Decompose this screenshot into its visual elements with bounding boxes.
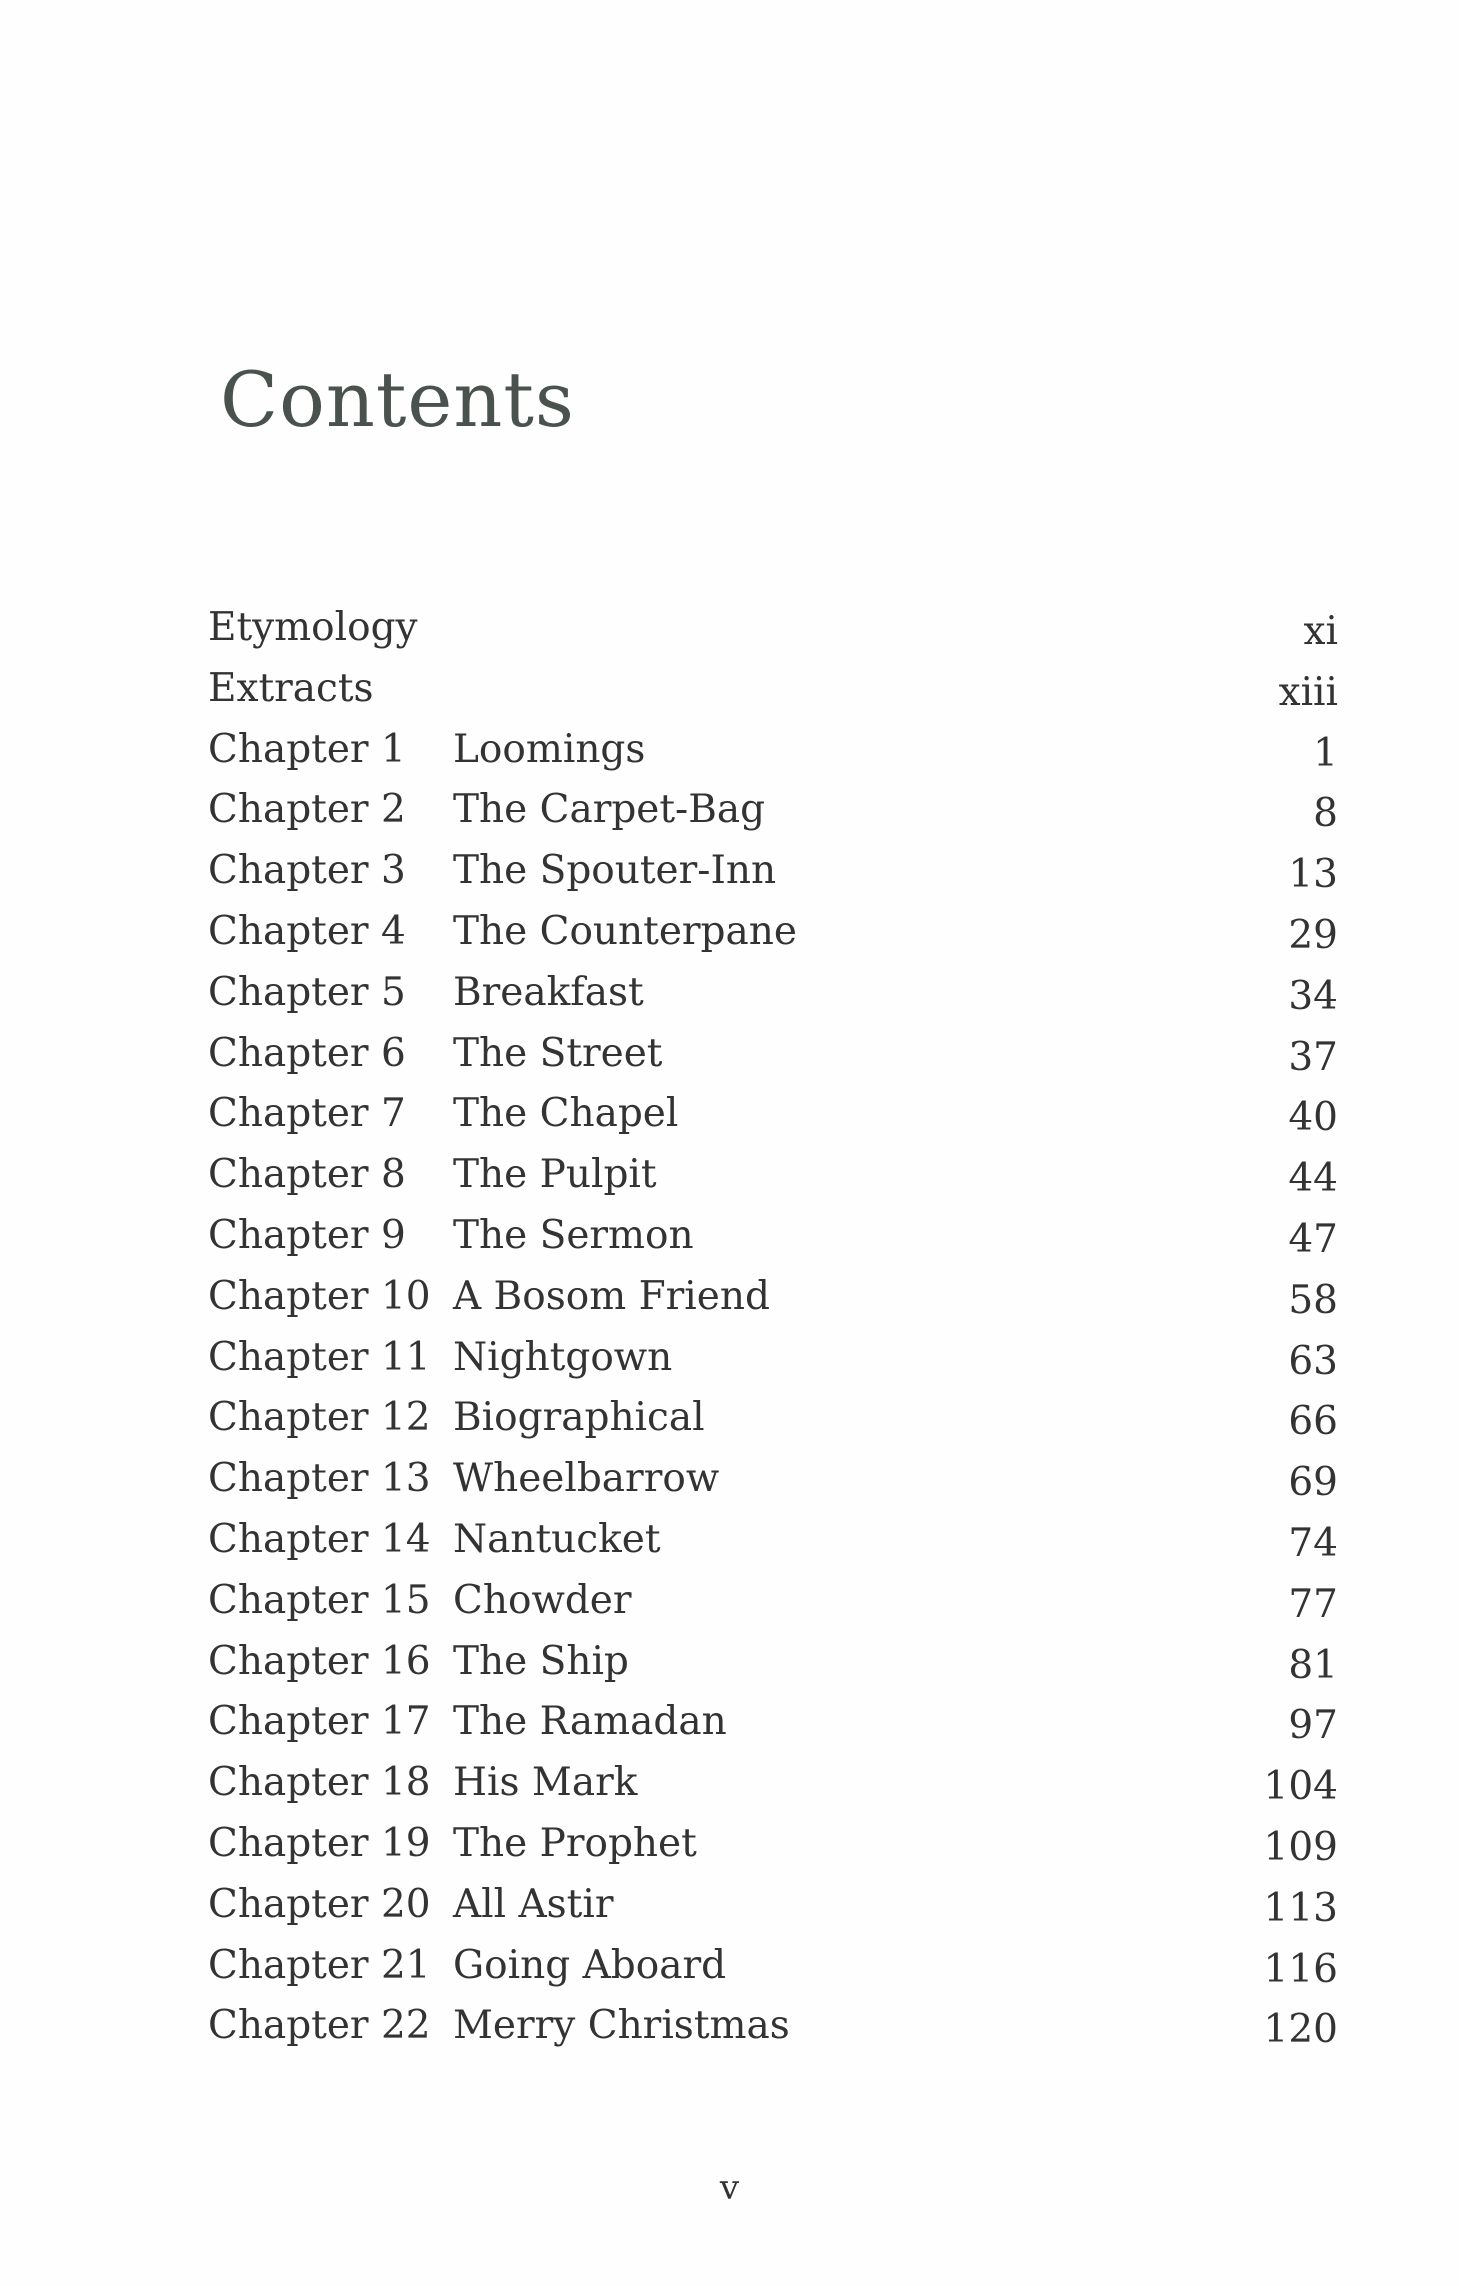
toc-entry-label: Chapter 18 xyxy=(208,1760,431,1806)
toc-entry-label: Etymology xyxy=(208,605,418,650)
toc-entry-page: 44 xyxy=(1288,1156,1338,1202)
toc-entry-title: The Sermon xyxy=(453,1212,694,1258)
toc-entry-label: Chapter 21 xyxy=(208,1942,431,1988)
toc-entry xyxy=(208,720,1338,781)
toc-entry-label: Chapter 1 xyxy=(208,726,406,772)
toc-entry-label: Chapter 17 xyxy=(208,1699,431,1745)
toc-entry-title: The Spouter-Inn xyxy=(453,848,777,894)
toc-entry xyxy=(208,1206,1338,1267)
toc-entry-title: The Ship xyxy=(453,1638,629,1684)
toc-entry-label: Chapter 6 xyxy=(208,1030,406,1076)
toc-entry-label: Chapter 11 xyxy=(208,1334,431,1380)
toc-entry-label: Chapter 8 xyxy=(208,1152,406,1198)
toc-entry-title: The Ramadan xyxy=(453,1699,727,1745)
toc-entry-page: 13 xyxy=(1288,852,1338,898)
toc-entry xyxy=(208,598,1338,659)
toc-entry-title: Breakfast xyxy=(453,969,644,1015)
toc-entry xyxy=(208,1388,1338,1449)
toc-entry-page: 58 xyxy=(1288,1277,1338,1323)
toc-entry-title: His Mark xyxy=(453,1760,638,1806)
toc-entry-title: Loomings xyxy=(453,726,646,772)
toc-entry xyxy=(208,1753,1338,1814)
toc-entry xyxy=(208,1632,1338,1693)
toc-entry-page: 97 xyxy=(1288,1703,1338,1749)
toc-entry xyxy=(208,1571,1338,1632)
toc-entry-label: Chapter 7 xyxy=(208,1091,406,1137)
toc-entry-page: 69 xyxy=(1288,1460,1338,1506)
toc-entry-page: 109 xyxy=(1263,1824,1338,1870)
toc-entry-label: Chapter 14 xyxy=(208,1516,431,1562)
toc-entry-label: Chapter 19 xyxy=(208,1820,431,1866)
toc-entry xyxy=(208,659,1338,720)
toc-entry-page: 34 xyxy=(1288,973,1338,1019)
toc-entry-title: A Bosom Friend xyxy=(453,1273,770,1319)
toc-entry-title: The Street xyxy=(453,1030,663,1076)
toc-entry-title: Biographical xyxy=(453,1395,705,1441)
toc-entry xyxy=(208,1145,1338,1206)
toc-entry xyxy=(208,1814,1338,1875)
toc-entry xyxy=(208,1996,1338,2057)
toc-entry-title: All Astir xyxy=(453,1881,614,1927)
toc-entry-page: 37 xyxy=(1288,1034,1338,1080)
page-number: v xyxy=(719,2168,740,2208)
toc-entry-label: Chapter 3 xyxy=(208,848,406,894)
table-of-contents xyxy=(208,598,1338,2057)
toc-entry xyxy=(208,780,1338,841)
toc-entry-page: 63 xyxy=(1288,1338,1338,1384)
toc-entry-label: Chapter 9 xyxy=(208,1212,406,1258)
toc-entry xyxy=(208,1449,1338,1510)
toc-entry xyxy=(208,1510,1338,1571)
toc-entry xyxy=(208,1084,1338,1145)
toc-entry-label: Chapter 2 xyxy=(208,787,406,833)
toc-entry xyxy=(208,902,1338,963)
toc-entry-page: 104 xyxy=(1263,1764,1338,1810)
toc-entry-page: 66 xyxy=(1288,1399,1338,1445)
toc-entry-title: Chowder xyxy=(453,1577,632,1623)
toc-entry xyxy=(208,1267,1338,1328)
toc-entry-title: The Prophet xyxy=(453,1820,697,1866)
toc-entry-label: Chapter 5 xyxy=(208,969,406,1015)
toc-entry-label: Chapter 4 xyxy=(208,908,406,954)
toc-entry-label: Chapter 12 xyxy=(208,1395,431,1441)
toc-entry-label: Extracts xyxy=(208,665,374,711)
toc-entry-title: Wheelbarrow xyxy=(453,1456,720,1502)
toc-entry-label: Chapter 13 xyxy=(208,1456,431,1502)
toc-entry-page: 1 xyxy=(1313,730,1338,776)
toc-entry-title: Merry Christmas xyxy=(453,2003,790,2049)
toc-entry-title: Going Aboard xyxy=(453,1942,727,1988)
toc-entry-title: Nantucket xyxy=(453,1516,661,1562)
toc-entry-page: 8 xyxy=(1313,791,1338,837)
toc-entry-page: 113 xyxy=(1263,1885,1338,1931)
toc-entry xyxy=(208,1875,1338,1936)
toc-entry xyxy=(208,1692,1338,1753)
toc-entry-label: Chapter 20 xyxy=(208,1881,431,1927)
toc-entry-page: 29 xyxy=(1288,912,1338,958)
toc-entry-label: Chapter 16 xyxy=(208,1638,431,1684)
toc-entry-page: 74 xyxy=(1288,1520,1338,1566)
toc-entry-page: 77 xyxy=(1288,1581,1338,1627)
page-title: Contents xyxy=(220,355,575,444)
toc-entry-page: 40 xyxy=(1288,1095,1338,1141)
toc-entry xyxy=(208,963,1338,1024)
toc-entry-label: Chapter 15 xyxy=(208,1577,431,1623)
toc-entry-page: 116 xyxy=(1263,1946,1338,1992)
toc-entry-title: The Carpet-Bag xyxy=(453,787,766,833)
toc-entry-page: 120 xyxy=(1263,2007,1338,2053)
toc-entry-label: Chapter 10 xyxy=(208,1273,431,1319)
toc-entry-page: xiii xyxy=(1278,669,1338,715)
toc-entry-page: 47 xyxy=(1288,1216,1338,1262)
toc-entry xyxy=(208,1328,1338,1389)
toc-entry-title: Nightgown xyxy=(453,1334,673,1380)
toc-entry-title: The Pulpit xyxy=(453,1152,657,1198)
toc-entry xyxy=(208,841,1338,902)
toc-entry xyxy=(208,1936,1338,1997)
toc-entry-page: 81 xyxy=(1288,1642,1338,1688)
toc-entry-title: The Chapel xyxy=(453,1091,679,1137)
toc-entry-label: Chapter 22 xyxy=(208,2003,431,2049)
toc-entry-title: The Counterpane xyxy=(453,908,797,954)
toc-entry-page: xi xyxy=(1303,609,1338,654)
toc-entry xyxy=(208,1024,1338,1085)
